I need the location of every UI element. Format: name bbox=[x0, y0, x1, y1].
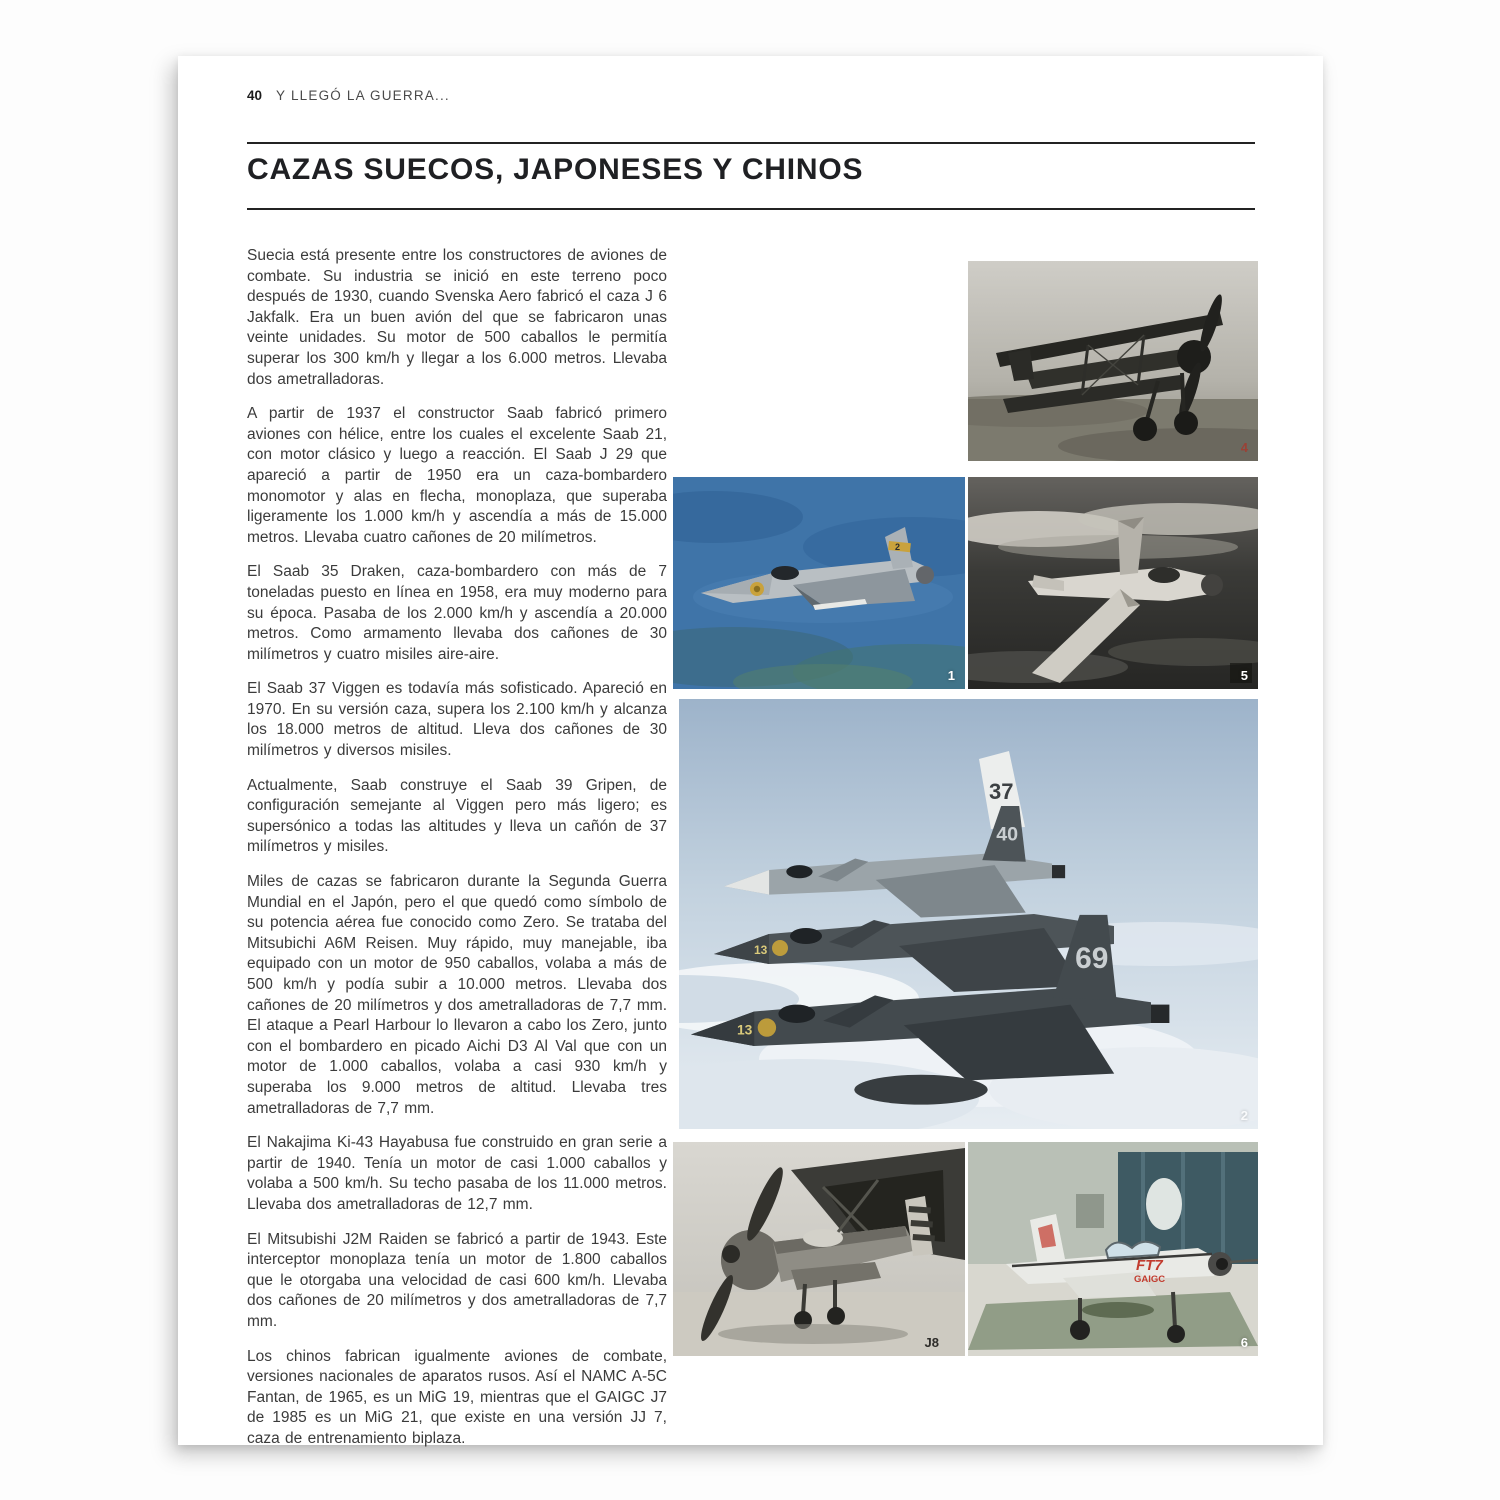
chapter-title: Y LLEGÓ LA GUERRA... bbox=[276, 88, 450, 103]
paragraph-nakajima-ki43: El Nakajima Ki-43 Hayabusa fue construido en gran serie a partir de 1940. Tenía un motor de casi 1.000 caballos y volaba a 500 km/h. Su techo pasaba de los 11.000 metros. Llevaba dos ametralladoras de 12,7 mm. bbox=[247, 1134, 667, 1213]
photo-index: 1 bbox=[947, 668, 955, 683]
page-header bbox=[247, 88, 450, 103]
page-number: 40 bbox=[247, 88, 263, 103]
photo-index: 2 bbox=[1240, 1108, 1248, 1123]
prop-fighter-illustration bbox=[673, 1142, 965, 1356]
paragraph-saab-j29: A partir de 1937 el constructor Saab fabricó primero aviones con hélice, entre los cuales el excelente Saab 21, con motor clásico y luego a reacción. El Saab J 29 que apareció a partir de 1950 era un caza-bombardero monomotor y alas en flecha, monoplaza, que superaba ligeramente los 1.000 km/h y ascendía a más de 15.000 metros. Llevaba cuatro cañones de 20 milímetros. bbox=[247, 405, 667, 546]
viggen-tail-number-69: 69 bbox=[1075, 941, 1109, 975]
paragraph-saab-35-draken: El Saab 35 Draken, caza-bombardero con más de 7 toneladas puesto en línea en 1958, era muy moderno para su época. Pasaba de los 2.000 km/h y ascendía a 20.000 metros. Como armamento llevaba dos cañones de 30 milímetros y cuatro misiles aire-aire. bbox=[247, 563, 667, 663]
photo-index: 6 bbox=[1240, 1335, 1248, 1350]
paragraph-mitsubishi-j2m: El Mitsubishi J2M Raiden se fabricó a partir de 1943. Este interceptor monoplaza tenía un motor de 1.800 caballos que le otorgaba una velocidad de casi 600 km/h. Llevaba dos cañones de 20 milímetros y dos ametralladoras de 7,7 mm. bbox=[247, 1230, 667, 1330]
biplane-illustration bbox=[968, 261, 1258, 461]
photo-index: J8 bbox=[924, 1335, 939, 1350]
paragraph-chinese-fighters: Los chinos fabrican igualmente aviones de combate, versiones nacionales de aparatos rusos. Así el NAMC A-5C Fantan, de 1965, es un MiG 19, mientras que el GAIGC J7 de 1985 es un MiG 21, que existe en una versión JJ 7, caza de entrenamiento biplaza. bbox=[247, 1347, 667, 1447]
photo-jj7-museum bbox=[968, 1142, 1258, 1356]
jj7-marking-gaigc: GAIGC bbox=[1134, 1274, 1166, 1285]
jet-over-sea-illustration bbox=[673, 477, 965, 689]
viggen-nose-number: 13 bbox=[737, 1022, 753, 1038]
jj7-illustration bbox=[968, 1142, 1258, 1356]
viggen-formation-illustration bbox=[679, 699, 1258, 1129]
title-rule-bottom bbox=[247, 208, 1255, 210]
paragraph-saab-37-viggen: El Saab 37 Viggen es todavía más sofisticado. Apareció en 1970. En su versión caza, supera los 2.100 km/h y alcanza los 18.000 metros de altitud. Lleva dos cañones de 30 milímetros y diversos misiles. bbox=[247, 680, 667, 760]
photo-jakfalk-biplane bbox=[968, 261, 1258, 461]
photo-viggen-formation bbox=[679, 699, 1258, 1129]
draken-tail-code: 2 bbox=[895, 542, 901, 552]
photo-early-jet bbox=[968, 477, 1258, 689]
viggen-nose-number: 13 bbox=[754, 943, 768, 957]
photo-index: 4 bbox=[1240, 440, 1248, 455]
paragraph-saab-39-gripen: Actualmente, Saab construye el Saab 39 Gripen, de configuración semejante al Viggen pero más ligero; es supersónico a todas las altitudes y lleva un cañón de 37 milímetros y misiles. bbox=[247, 776, 667, 856]
photo-index: 5 bbox=[1240, 668, 1248, 683]
photo-j8-prop-fighter bbox=[673, 1142, 965, 1356]
viggen-tail-number-40: 40 bbox=[996, 823, 1019, 846]
paragraph-sweden-intro: Suecia está presente entre los constructores de aviones de combate. Su industria se inició en este terreno poco después de 1930, cuando Svenska Aero fabricó el caza J 6 Jakfalk. Era un buen avión del que se fabricaron unas veinte unidades. Su motor de 500 caballos le permitía superar los 300 km/h y llegar a los 6.000 metros. Llevaba dos ametralladoras. bbox=[247, 247, 667, 388]
viggen-tail-number-37: 37 bbox=[989, 779, 1014, 804]
jj7-marking-logo: FT7 bbox=[1136, 1257, 1163, 1274]
paragraph-japan-zero: Miles de cazas se fabricaron durante la Segunda Guerra Mundial en el Japón, pero el que quedó como símbolo de su potencia aérea fue conocido como Zero. Se trataba del Mitsubichi A6M Reisen. Muy rápido, muy manejable, iba equipado con un motor de 950 caballos, volaba a más de 500 km/h y podía subir a 10.000 metros. Llevaba dos cañones de 20 milímetros y dos ametralladoras de 7,7 mm. El ataque a Pearl Harbour lo llevaron a cabo los Zero, junto con el bombardero en picado Aichi D3 Al Val que con un motor de 1.000 caballos, volaba a casi 930 km/h y superaba los 9.000 metros de altitud. Llevaba tres ametralladoras de 7,7 mm. bbox=[247, 873, 667, 1117]
body-text-column bbox=[247, 246, 667, 1463]
early-jet-illustration bbox=[968, 477, 1258, 689]
article-title: CAZAS SUECOS, JAPONESES Y CHINOS bbox=[247, 153, 864, 186]
book-page bbox=[178, 56, 1323, 1445]
title-rule-top bbox=[247, 142, 1255, 144]
photo-draken-over-sea bbox=[673, 477, 965, 689]
